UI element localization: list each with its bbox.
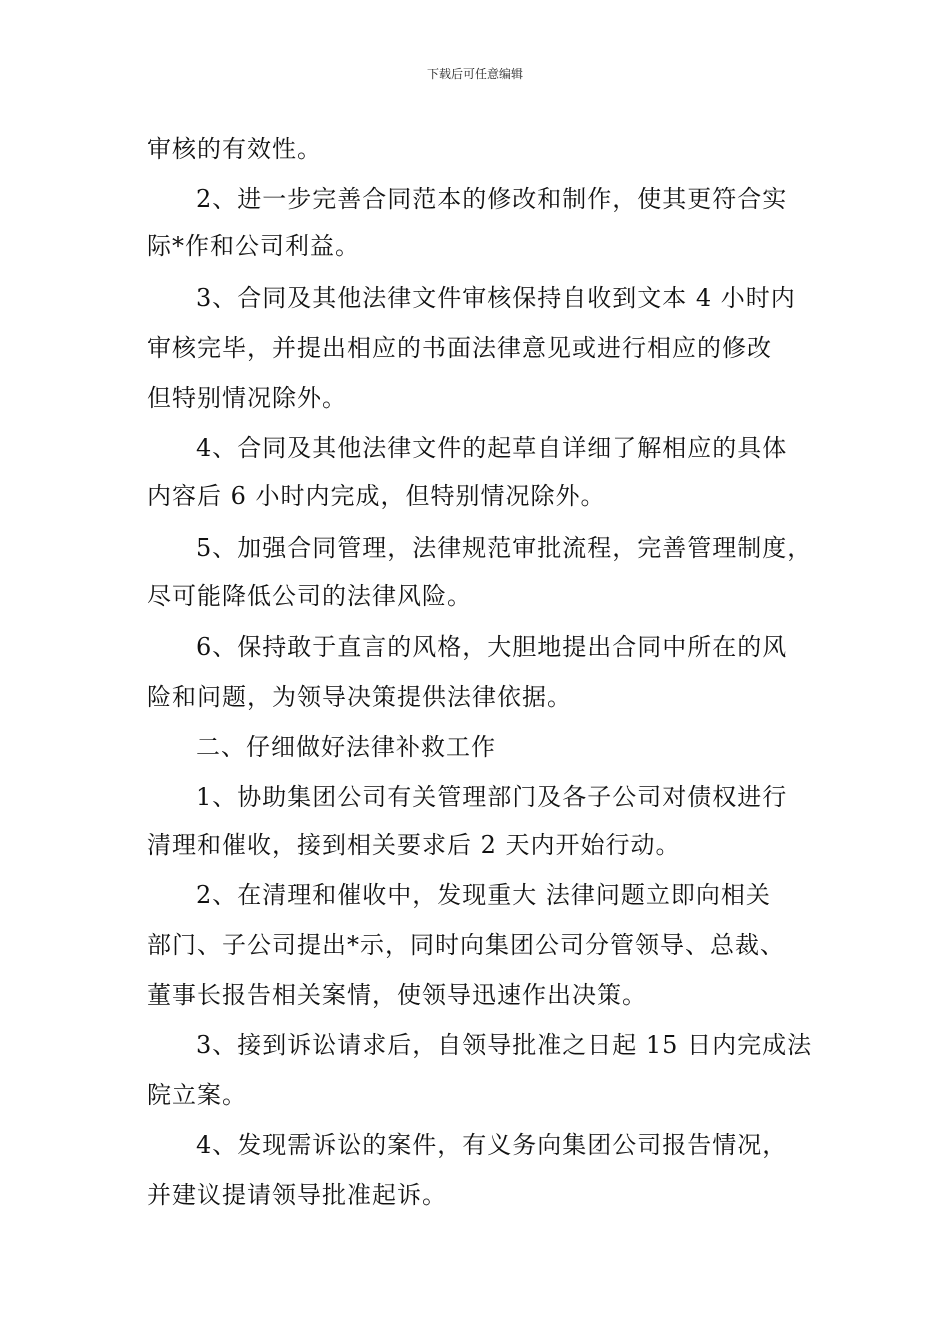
- text-line: 审核的有效性。: [147, 135, 322, 163]
- text-line: 并建议提请领导批准起诉。: [147, 1181, 447, 1209]
- text-line: 董事长报告相关案情，使领导迅速作出决策。: [147, 981, 647, 1009]
- text-line: 2、在清理和催收中，发现重大 法律问题立即向相关: [196, 881, 771, 909]
- text-line: 但特别情况除外。: [147, 384, 347, 412]
- text-line: 3、接到诉讼请求后，自领导批准之日起 15 日内完成法: [196, 1031, 813, 1059]
- section-heading: 二、仔细做好法律补救工作: [196, 733, 496, 761]
- text-line: 清理和催收，接到相关要求后 2 天内开始行动。: [147, 831, 681, 859]
- text-line: 2、进一步完善合同范本的修改和制作，使其更符合实: [196, 185, 788, 213]
- text-line: 部门、子公司提出*示，同时向集团公司分管领导、总裁、: [147, 931, 785, 959]
- text-line: 内容后 6 小时内完成，但特别情况除外。: [147, 482, 606, 510]
- text-line: 4、发现需诉讼的案件，有义务向集团公司报告情况，: [196, 1131, 788, 1159]
- text-line: 险和问题，为领导决策提供法律依据。: [147, 683, 572, 711]
- text-line: 院立案。: [147, 1081, 247, 1109]
- text-line: 6、保持敢于直言的风格，大胆地提出合同中所在的风: [196, 633, 788, 661]
- text-line: 5、加强合同管理，法律规范审批流程，完善管理制度，: [196, 534, 813, 562]
- text-line: 1、协助集团公司有关管理部门及各子公司对债权进行: [196, 783, 788, 811]
- page-header: 下载后可任意编辑: [426, 67, 523, 81]
- text-line: 审核完毕，并提出相应的书面法律意见或进行相应的修改: [147, 334, 772, 362]
- text-line: 际*作和公司利益。: [147, 232, 360, 260]
- text-line: 4、合同及其他法律文件的起草自详细了解相应的具体: [196, 434, 788, 462]
- text-line: 3、合同及其他法律文件审核保持自收到文本 4 小时内: [196, 284, 796, 312]
- text-line: 尽可能降低公司的法律风险。: [147, 582, 472, 610]
